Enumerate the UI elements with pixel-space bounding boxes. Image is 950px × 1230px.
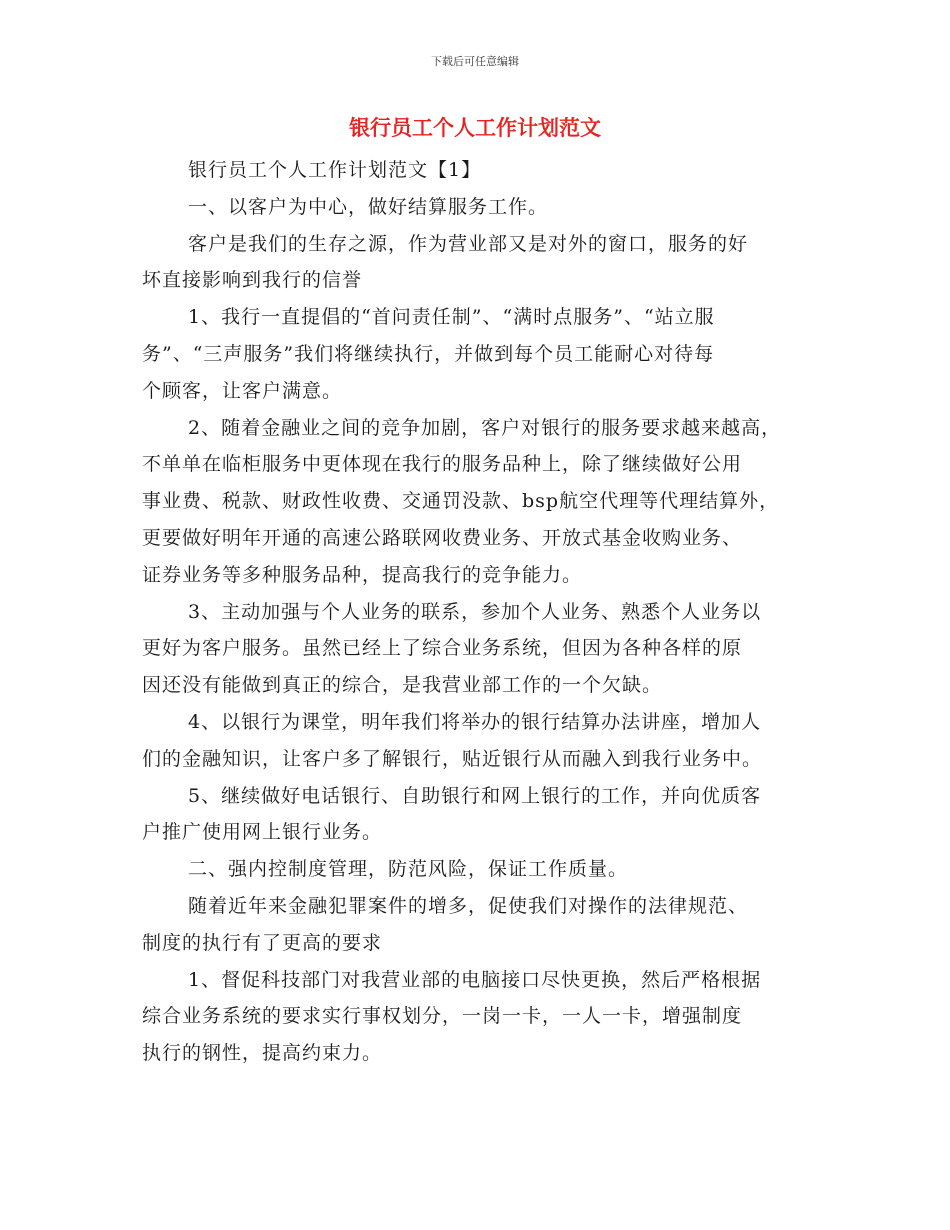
text-line: 坏直接影响到我行的信誉	[142, 269, 363, 292]
text-line: 因还没有能做到真正的综合，是我营业部工作的一个欠缺。	[142, 674, 663, 697]
text-line: 务”、“三声服务”我们将继续执行，并做到每个员工能耐心对待每	[142, 342, 715, 365]
text-line: 4、以银行为课堂，明年我们将举办的银行结算办法讲座，增加人	[188, 710, 762, 733]
text-line: 更要做好明年开通的高速公路联网收费业务、开放式基金收购业务、	[142, 526, 743, 549]
text-line: 不单单在临柜服务中更体现在我行的服务品种上，除了继续做好公用	[142, 453, 743, 476]
text-line: 2、随着金融业之间的竞争加剧，客户对银行的服务要求越来越高，	[188, 416, 782, 439]
text-line: 银行员工个人工作计划范文【1】	[188, 159, 482, 181]
text-line: 更好为客户服务。虽然已经上了综合业务系统，但因为各种各样的原	[142, 637, 743, 660]
text-line: 5、继续做好电话银行、自助银行和网上银行的工作，并向优质客	[188, 784, 762, 807]
text-line: 1、督促科技部门对我营业部的电脑接口尽快更换，然后严格根据	[188, 968, 762, 991]
text-line: 1、我行一直提倡的“首问责任制”、“满时点服务”、“站立服	[188, 306, 715, 329]
text-line: 制度的执行有了更高的要求	[142, 931, 383, 954]
text-line: 3、主动加强与个人业务的联系，参加个人业务、熟悉个人业务以	[188, 600, 762, 623]
text-line: 二、强内控制度管理，防范风险，保证工作质量。	[188, 858, 629, 881]
text-line: 随着近年来金融犯罪案件的增多，促使我们对操作的法律规范、	[188, 894, 749, 917]
text-line: 一、以客户为中心，做好结算服务工作。	[188, 195, 549, 218]
text-line: 证券业务等多种服务品种，提高我行的竞争能力。	[142, 563, 583, 586]
text-line: 事业费、税款、财政性收费、交通罚没款、bsp航空代理等代理结算外，	[142, 490, 780, 513]
text-line: 客户是我们的生存之源，作为营业部又是对外的窗口，服务的好	[188, 232, 749, 255]
text-line: 个顾客，让客户满意。	[142, 379, 343, 402]
text-line: 们的金融知识，让客户多了解银行，贴近银行从而融入到我行业务中。	[142, 747, 763, 770]
text-line: 户推广使用网上银行业务。	[142, 821, 383, 844]
text-line: 执行的钢性，提高约束力。	[142, 1042, 383, 1065]
document-body	[142, 152, 822, 1072]
page-header-note: 下载后可任意编辑	[431, 55, 519, 68]
document-title: 银行员工个人工作计划范文	[349, 115, 601, 140]
text-line: 综合业务系统的要求实行事权划分，一岗一卡，一人一卡，增强制度	[142, 1005, 743, 1028]
